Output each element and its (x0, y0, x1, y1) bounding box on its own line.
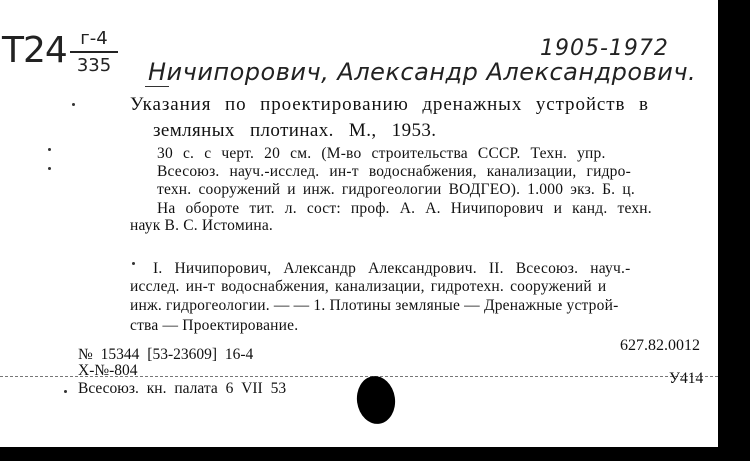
description-line-1: 30 с. с черт. 20 см. (М-во строительства СССР. Техн. упр. (157, 145, 606, 162)
book-chamber-line: Всесоюз. кн. палата 6 VII 53 (78, 380, 287, 397)
call-number-fraction-bottom: 335 (76, 55, 112, 76)
description-line-3: техн. сооружений и инж. гидрогеологии ВОДГЕО). 1.000 экз. Б. ц. (157, 181, 635, 198)
title-line-2: земляных плотинах. М., 1953. (153, 120, 437, 141)
added-entries-line-3: инж. гидрогеологии. — — 1. Плотины земляные — Дренажные устрой- (130, 297, 619, 314)
description-line-2: Всесоюз. науч.-исслед. ин-т водоснабжения, канализации, гидро- (157, 163, 631, 180)
author-heading: Ничипорович, Александр Александрович. (148, 58, 697, 86)
speck-mark (132, 262, 135, 265)
speck-mark (72, 103, 75, 106)
added-entries-line-2: исслед. ин-т водоснабжения, канализации, гидротехн. сооружений и (130, 278, 607, 295)
stamp-code: У414 (669, 370, 704, 387)
call-number-main: T24 (2, 30, 67, 71)
speck-mark (48, 148, 51, 151)
title-line-1: Указания по проектированию дренажных устройств в (130, 94, 649, 115)
speck-mark (48, 167, 51, 170)
classification-number: 627.82.0012 (620, 337, 700, 354)
author-life-years: 1905-1972 (540, 36, 669, 61)
record-number: № 15344 [53-23609] 16-4 (78, 346, 254, 363)
speck-mark (64, 390, 67, 393)
x-number: Х-№-804 (78, 362, 138, 379)
description-line-5: наук В. С. Истомина. (130, 217, 273, 234)
call-number-fraction-top: г-4 (70, 27, 118, 53)
added-entries-line-1: I. Ничипорович, Александр Александрович. II. Всесоюз. науч.- (153, 260, 631, 277)
added-entries-line-4: ства — Проектирование. (130, 317, 299, 334)
ink-blot (354, 374, 398, 427)
call-number-fraction (70, 27, 118, 79)
author-dash (145, 86, 169, 87)
description-line-4: На обороте тит. л. сост: проф. А. А. Ничипорович и канд. техн. (157, 200, 652, 217)
